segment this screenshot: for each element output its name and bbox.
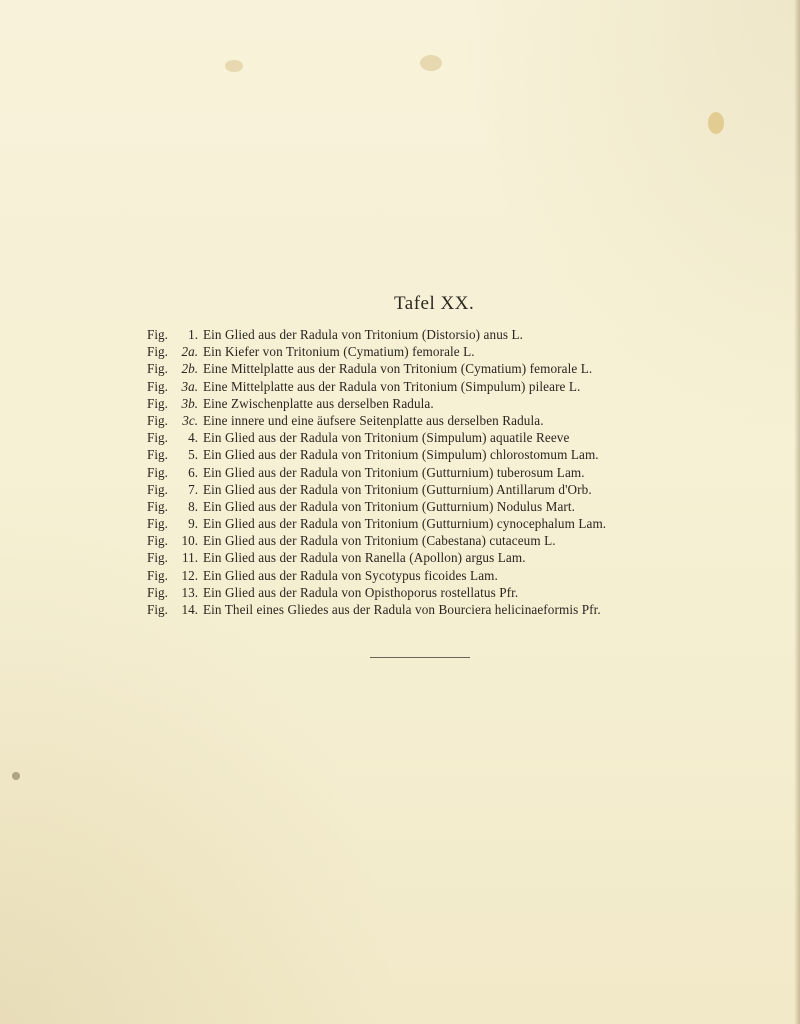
figure-label: Fig.: [147, 447, 168, 463]
paper-stain: [12, 772, 20, 780]
figure-legend-row: [147, 481, 787, 498]
figure-number: 8.: [188, 498, 198, 514]
figure-description: Ein Kiefer von Tritonium (Cymatium) femorale L.: [203, 344, 475, 360]
figure-number: 7.: [188, 481, 198, 497]
figure-label: Fig.: [147, 378, 168, 394]
figure-legend-row: [147, 584, 787, 601]
figure-legend-row: [147, 326, 787, 343]
paper-stain: [225, 60, 243, 72]
figure-description: Ein Glied aus der Radula von Tritonium (Cabestana) cutaceum L.: [203, 533, 556, 549]
figure-description: Ein Glied aus der Radula von Ranella (Apollon) argus Lam.: [203, 550, 526, 566]
figure-label: Fig.: [147, 430, 168, 446]
figure-description: Eine innere und eine äufsere Seitenplatte aus derselben Radula.: [203, 412, 544, 428]
figure-description: Ein Glied aus der Radula von Tritonium (Simpulum) chlorostomum Lam.: [203, 447, 599, 463]
figure-label: Fig.: [147, 481, 168, 497]
figure-legend-list: [147, 326, 787, 618]
figure-number: 1.: [188, 327, 198, 342]
figure-description: Ein Glied aus der Radula von Tritonium (Gutturnium) Antillarum d'Orb.: [203, 481, 592, 497]
figure-number: 9.: [188, 516, 198, 532]
page-edge-shadow: [794, 0, 800, 1024]
figure-legend-row: [147, 446, 787, 463]
figure-number: 3b.: [181, 395, 198, 411]
figure-legend-row: [147, 360, 787, 377]
figure-description: Ein Glied aus der Radula von Tritonium (Distorsio) anus L.: [203, 327, 524, 342]
figure-legend-row: [147, 515, 787, 532]
figure-description: Eine Zwischenplatte aus derselben Radula.: [203, 395, 434, 411]
figure-label: Fig.: [147, 464, 168, 480]
figure-number: 14.: [181, 602, 198, 617]
figure-label: Fig.: [147, 361, 168, 377]
figure-label: Fig.: [147, 327, 168, 342]
figure-label: Fig.: [147, 412, 168, 428]
figure-number: 11.: [182, 550, 198, 566]
page-title: Tafel XX.: [394, 293, 475, 314]
figure-label: Fig.: [147, 533, 168, 549]
figure-label: Fig.: [147, 550, 168, 566]
figure-description: Ein Glied aus der Radula von Sycotypus ficoides Lam.: [203, 567, 498, 583]
figure-description: Ein Glied aus der Radula von Opisthoporus rostellatus Pfr.: [203, 584, 519, 600]
figure-number: 12.: [181, 567, 198, 583]
figure-description: Eine Mittelplatte aus der Radula von Tritonium (Cymatium) femorale L.: [203, 361, 593, 377]
figure-label: Fig.: [147, 567, 168, 583]
figure-label: Fig.: [147, 498, 168, 514]
figure-legend-row: [147, 395, 787, 412]
paper-stain: [420, 55, 442, 71]
figure-legend-row: [147, 378, 787, 395]
divider-rule: [370, 657, 470, 658]
figure-legend-row: [147, 567, 787, 584]
figure-description: Ein Glied aus der Radula von Tritonium (Simpulum) aquatile Reeve: [203, 430, 570, 446]
figure-legend-row: [147, 498, 787, 515]
figure-description: Ein Glied aus der Radula von Tritonium (Gutturnium) tuberosum Lam.: [203, 464, 585, 480]
figure-number: 3c.: [182, 412, 198, 428]
figure-number: 2b.: [181, 361, 198, 377]
figure-legend-row: [147, 429, 787, 446]
figure-number: 10.: [181, 533, 198, 549]
figure-description: Ein Glied aus der Radula von Tritonium (Gutturnium) Nodulus Mart.: [203, 498, 576, 514]
figure-number: 2a.: [181, 344, 198, 360]
figure-label: Fig.: [147, 344, 168, 360]
figure-label: Fig.: [147, 602, 168, 617]
paper-stain: [708, 112, 724, 134]
figure-number: 3a.: [181, 378, 198, 394]
figure-number: 13.: [181, 584, 198, 600]
figure-description: Ein Theil eines Gliedes aus der Radula von Bourciera helicinaeformis Pfr.: [203, 602, 601, 617]
figure-label: Fig.: [147, 516, 168, 532]
figure-label: Fig.: [147, 395, 168, 411]
figure-label: Fig.: [147, 584, 168, 600]
figure-description: Ein Glied aus der Radula von Tritonium (Gutturnium) cynocephalum Lam.: [203, 516, 607, 532]
figure-legend-row: [147, 549, 787, 566]
figure-legend-row: [147, 532, 787, 549]
figure-number: 4.: [188, 430, 198, 446]
figure-description: Eine Mittelplatte aus der Radula von Tritonium (Simpulum) pileare L.: [203, 378, 581, 394]
figure-legend-row: [147, 343, 787, 360]
figure-number: 6.: [188, 464, 198, 480]
figure-legend-row: [147, 412, 787, 429]
figure-legend-row: [147, 601, 787, 618]
figure-number: 5.: [188, 447, 198, 463]
figure-legend-row: [147, 464, 787, 481]
